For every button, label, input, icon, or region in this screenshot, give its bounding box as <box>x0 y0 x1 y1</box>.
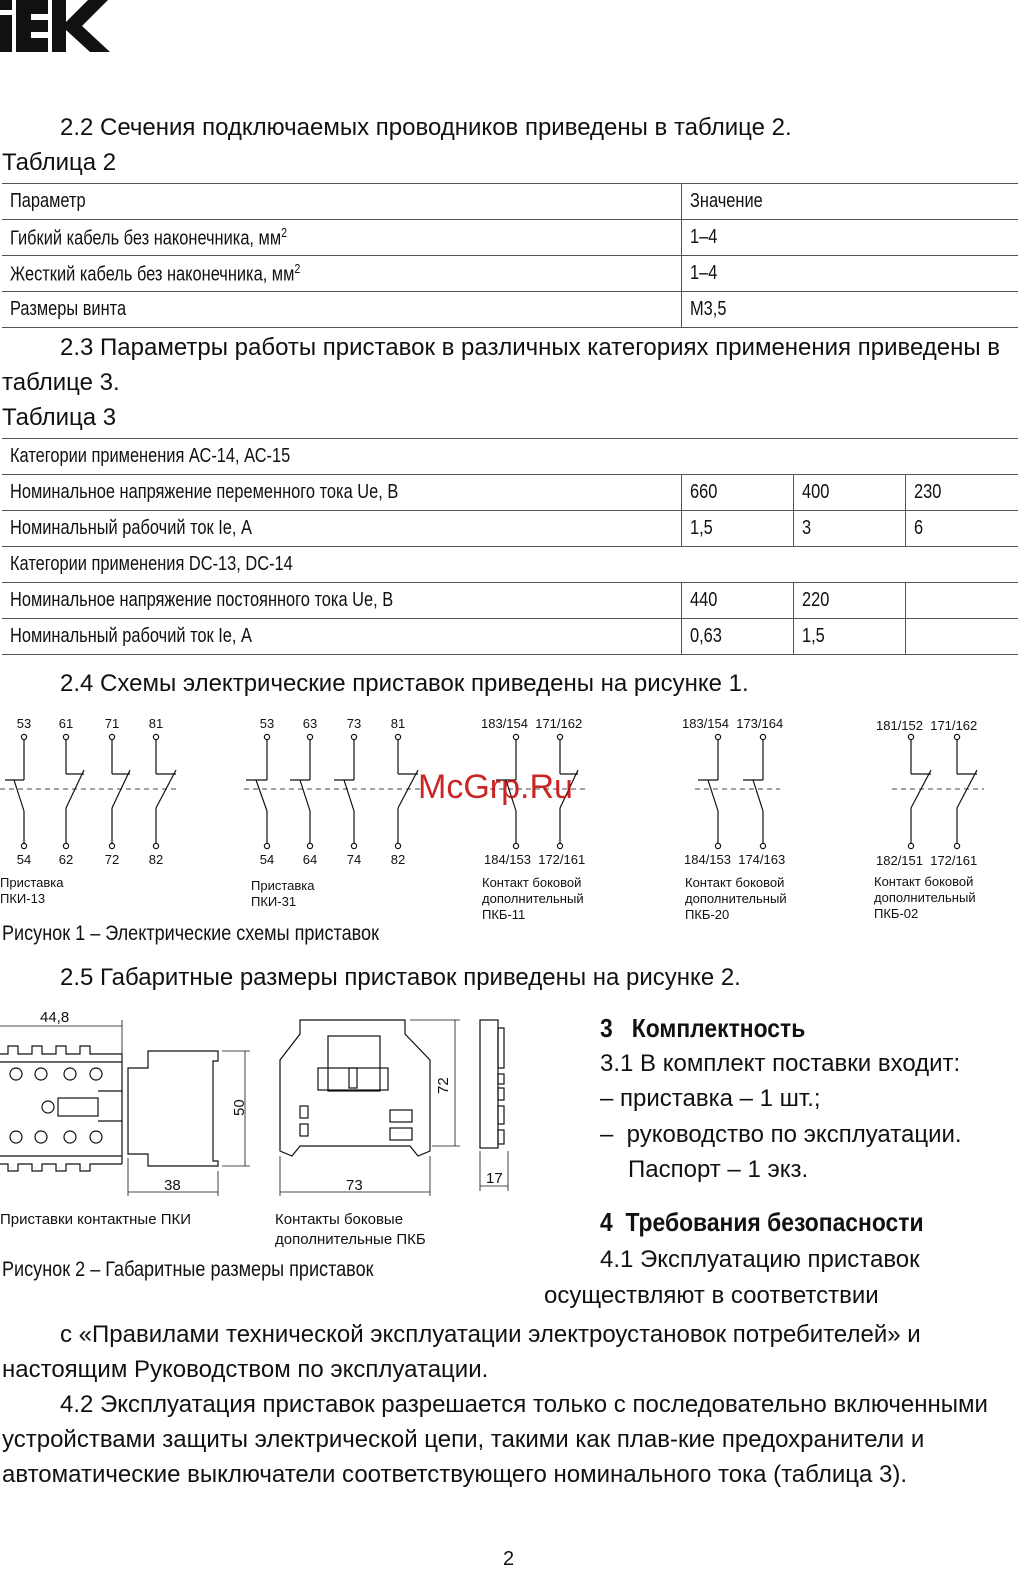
table-row <box>2 184 1018 220</box>
terminal-label: 62 <box>58 852 74 867</box>
section-3-title: 3 Комплектность <box>600 1013 806 1043</box>
terminal-label: 82 <box>148 852 164 867</box>
dimension-label: 73 <box>346 1177 363 1194</box>
schematic-pkb02 <box>892 734 984 848</box>
table3-cell: 0,63 <box>689 625 722 647</box>
table3-cell: 6 <box>913 517 923 539</box>
section-4-1b: осуществляют в соответствии <box>544 1282 879 1309</box>
terminal-label: 73 <box>346 716 362 731</box>
schematic-label: Приставка <box>251 878 315 893</box>
terminal-label: 183/154 171/162 <box>481 716 583 731</box>
iek-logo <box>0 0 115 54</box>
table3-cell: Номинальное напряжение постоянного тока Ue, В <box>10 589 394 611</box>
watermark: McGrp.Ru <box>418 768 573 806</box>
table-3 <box>2 438 1018 655</box>
table3-cell: 1,5 <box>801 625 825 647</box>
fig2-label-right-1: Контакты боковые <box>275 1211 404 1228</box>
schematic-label: ПКИ-13 <box>0 891 46 906</box>
table2-cell: 1–4 <box>689 226 717 248</box>
schematic-pkb20 <box>695 734 780 848</box>
table-row <box>2 439 1018 475</box>
schematic-label: Контакт боковой <box>874 874 974 889</box>
table2-title: Таблица 2 <box>2 149 117 176</box>
table-row <box>2 511 1018 547</box>
schematic-label: дополнительный <box>685 891 787 906</box>
table-row <box>2 475 1018 511</box>
schematic-label: ПКИ-31 <box>251 894 297 909</box>
section-3-1: 3.1 В комплект поставки входит: <box>600 1050 961 1077</box>
terminal-label: 53 <box>259 716 275 731</box>
iek-logo-graphic <box>0 0 115 54</box>
terminal-label: 81 <box>390 716 406 731</box>
table2-head-param: Параметр <box>10 190 86 212</box>
fig2-label-left: Приставки контактные ПКИ <box>0 1211 192 1228</box>
table-row <box>2 619 1018 655</box>
section-4-1c: с «Правилами технической эксплуатации электроустановок потребителей» и настоящим Руководством по эксплуатации. <box>2 1321 921 1383</box>
figure-1-caption: Рисунок 1 – Электрические схемы приставок <box>2 922 379 945</box>
pki-side-view <box>128 1051 250 1196</box>
table2-cell: Гибкий кабель без наконечника, мм <box>10 227 282 250</box>
table2-cell: Жесткий кабель без наконечника, мм <box>10 263 295 286</box>
table3-title: Таблица 3 <box>2 404 117 431</box>
terminal-label: 182/151 172/161 <box>876 853 978 868</box>
terminal-label: 82 <box>390 852 406 867</box>
table-row <box>2 256 1018 292</box>
page-number: 2 <box>503 1548 515 1570</box>
terminal-label: 184/153 174/163 <box>684 852 786 867</box>
section-4-title: 4 Требования безопасности <box>600 1207 924 1237</box>
table2-head-value: Значение <box>689 190 763 212</box>
terminal-label: 183/154 173/164 <box>682 716 784 731</box>
dimension-label: 44,8 <box>40 1009 70 1026</box>
section-2-3: 2.3 Параметры работы приставок в различных категориях применения приведены в таблице 3. <box>2 334 1001 396</box>
figure-2-caption: Рисунок 2 – Габаритные размеры приставок <box>2 1258 374 1281</box>
terminal-label: 53 <box>16 716 32 731</box>
table-row <box>2 292 1018 328</box>
terminal-label: 74 <box>346 852 362 867</box>
table3-cell: 3 <box>801 517 811 539</box>
terminal-label: 61 <box>58 716 74 731</box>
superscript: 2 <box>294 260 301 276</box>
terminal-label: 71 <box>104 716 120 731</box>
table-2 <box>2 183 1018 328</box>
terminal-label: 54 <box>259 852 275 867</box>
table2-cell: М3,5 <box>689 298 726 320</box>
schematic-label: дополнительный <box>874 890 976 905</box>
fig2-label-right-2: дополнительные ПКБ <box>275 1231 426 1248</box>
terminal-label: 54 <box>16 852 32 867</box>
section-3-item-2a: – руководство по эксплуатации. <box>600 1121 962 1148</box>
figure-1-schematics <box>0 708 1034 928</box>
schematic-label: дополнительный <box>482 891 584 906</box>
dimension-label: 50 <box>231 1099 248 1116</box>
terminal-label: 72 <box>104 852 120 867</box>
terminal-label: 181/152 171/162 <box>876 718 978 733</box>
table3-cell: Номинальный рабочий ток Ie, А <box>10 625 252 647</box>
table3-cell: 230 <box>913 481 941 503</box>
section-3-item-1: – приставка – 1 шт.; <box>600 1085 821 1112</box>
table3-cell: 400 <box>801 481 829 503</box>
table2-cell: 1–4 <box>689 262 717 284</box>
table3-cat-ac: Категории применения АС-14, АС-15 <box>10 445 291 467</box>
schematic-label: ПКБ-20 <box>685 907 730 922</box>
schematic-label: Контакт боковой <box>685 875 785 890</box>
dimension-label: 38 <box>164 1177 181 1194</box>
schematic-label: Приставка <box>0 875 64 890</box>
section-2-5: 2.5 Габаритные размеры приставок приведены на рисунке 2. <box>60 964 741 991</box>
pkb-front-view <box>280 1020 460 1196</box>
section-2-2: 2.2 Сечения подключаемых проводников приведены в таблице 2. <box>60 114 792 141</box>
table3-cell: 660 <box>689 481 717 503</box>
terminal-label: 184/153 172/161 <box>484 852 586 867</box>
section-2-4: 2.4 Схемы электрические приставок приведены на рисунке 1. <box>60 670 749 697</box>
table2-cell: Размеры винта <box>10 298 127 320</box>
table-row <box>2 547 1018 583</box>
table3-cell: 440 <box>689 589 717 611</box>
schematic-label: ПКБ-02 <box>874 906 919 921</box>
superscript: 2 <box>281 224 288 240</box>
schematic-label: ПКБ-11 <box>482 907 526 922</box>
schematic-pki13 <box>0 734 178 848</box>
schematic-pki31 <box>244 734 420 848</box>
terminal-label: 64 <box>302 852 318 867</box>
table3-cat-dc: Категории применения DC-13, DC-14 <box>10 553 293 575</box>
table3-cell: Номинальный рабочий ток Ie, А <box>10 517 252 539</box>
section-3-item-2b: Паспорт – 1 экз. <box>628 1156 809 1183</box>
pkb-side-view <box>480 1020 508 1191</box>
schematic-label: Контакт боковой <box>482 875 582 890</box>
pki-front-view <box>0 1020 122 1171</box>
terminal-label: 63 <box>302 716 318 731</box>
table3-cell: Номинальное напряжение переменного тока Ue, В <box>10 481 399 503</box>
table-row <box>2 583 1018 619</box>
table-row <box>2 220 1018 256</box>
terminal-label: 81 <box>148 716 164 731</box>
figure-2-dimensions <box>0 1006 530 1206</box>
table3-cell: 220 <box>801 589 829 611</box>
dimension-label: 72 <box>435 1077 452 1094</box>
table3-cell: 1,5 <box>689 517 713 539</box>
section-4-2: 4.2 Эксплуатация приставок разрешается только с последовательно включенными устройствами защиты электрической цепи, такими как плав-кие предохранители и автоматические выключатели соответствующего номинального тока (таблица 3). <box>2 1391 988 1488</box>
dimension-label: 17 <box>486 1170 503 1187</box>
section-4-1a: 4.1 Эксплуатацию приставок <box>600 1246 920 1273</box>
